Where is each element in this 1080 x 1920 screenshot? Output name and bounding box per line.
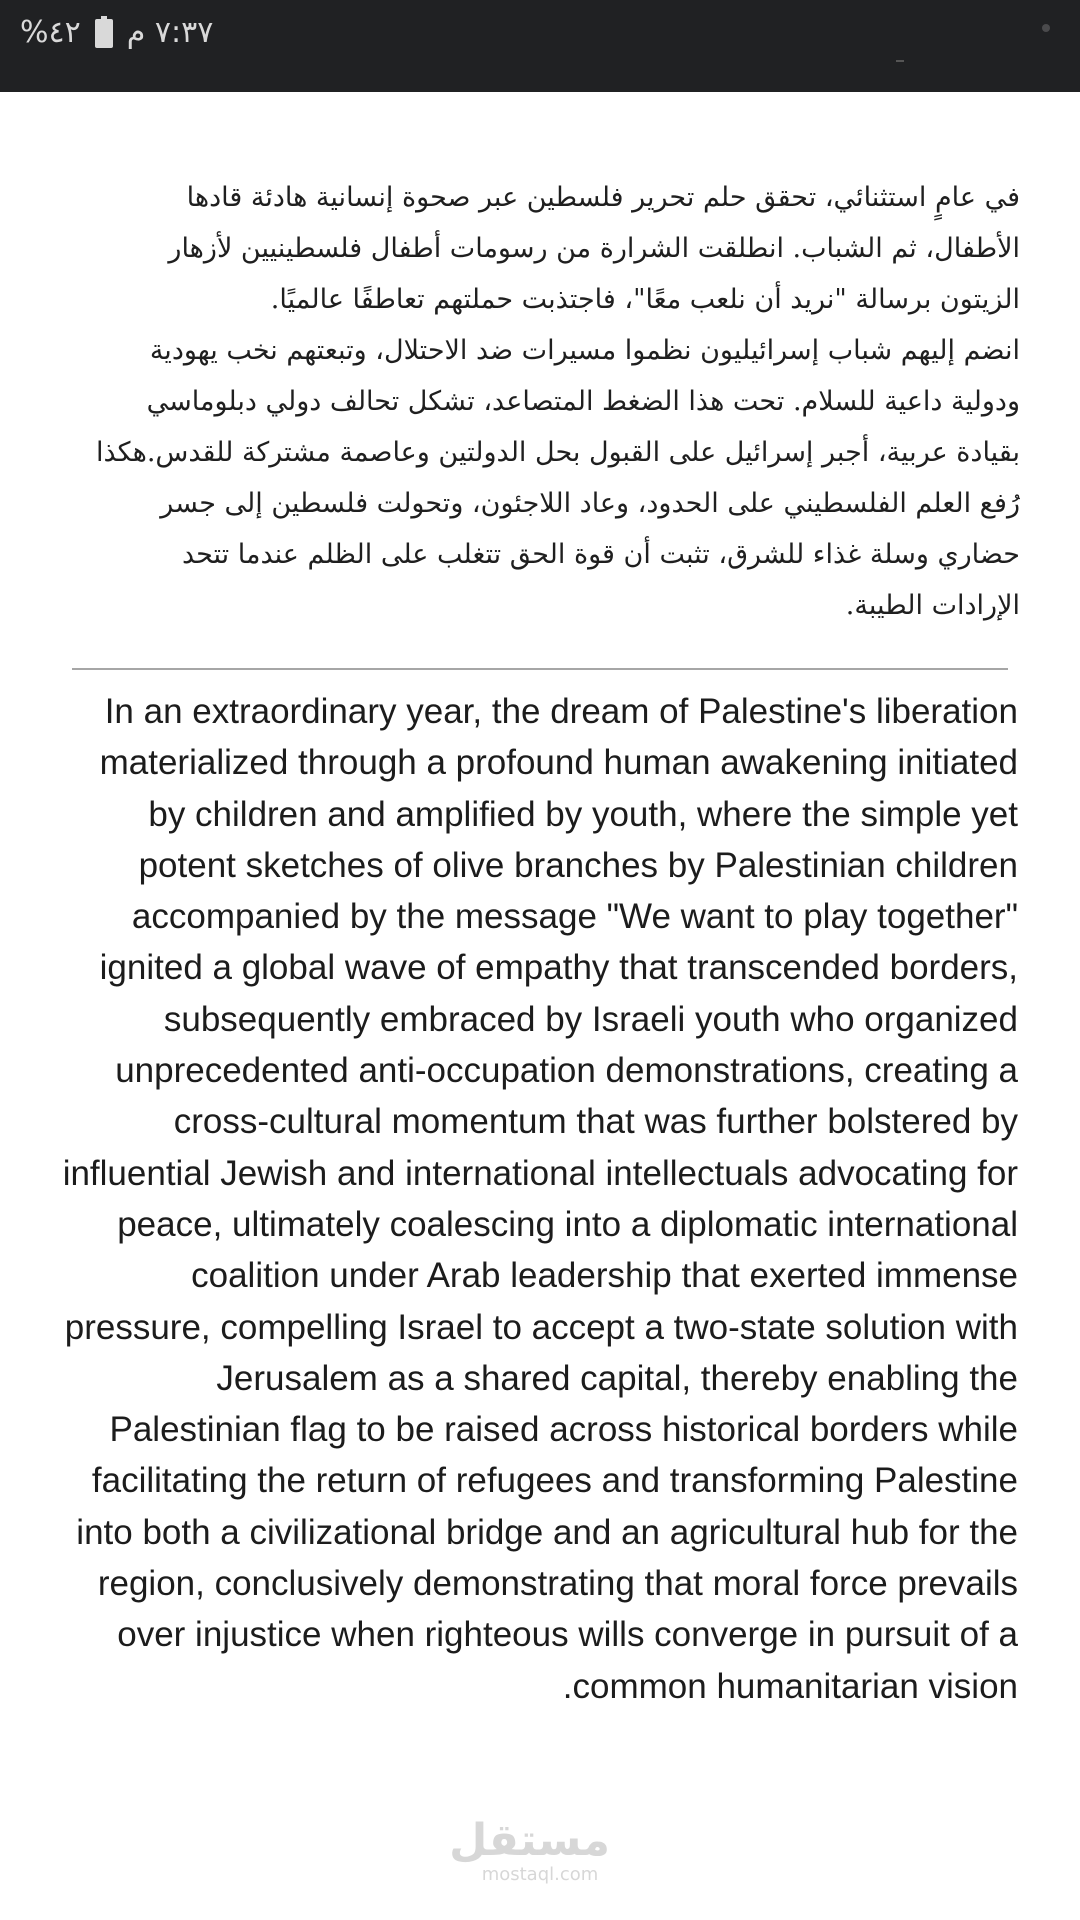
- english-article: In an extraordinary year, the dream of Palestine's liberation materialized through a profound human awakening initiated by children and amplified by youth, where the simple yet potent sketches of olive branches by Palestinian children accompanied by the message "We want to play together" ignited a global wave of empathy that transcended borders, subsequently embraced by Israeli youth who organized unprecedented anti-occupation demonstrations, creating a cross-cultural momentum that was further bolstered by influential Jewish and international intellectuals advocating for peace, ultimately coalescing into a diplomatic international coalition under Arab leadership that exerted immense pressure, compelling Israel to accept a two-state solution with Jerusalem as a shared capital, thereby enabling the Palestinian flag to be raised across historical borders while facilitating the return of refugees and transforming Palestine into both a civilizational bridge and an agricultural hub for the region, conclusively demonstrating that moral force prevails over injustice when righteous wills converge in pursuit of a common humanitarian vision.: [62, 692, 1018, 1706]
- mostaql-logo: مستقل: [449, 1815, 610, 1866]
- notification-dot-icon: [1042, 24, 1050, 32]
- arabic-article: [86, 172, 1020, 631]
- status-indicators: [20, 12, 213, 52]
- status-marker: [896, 60, 904, 62]
- status-time: ٧:٣٧ م: [126, 14, 214, 50]
- status-bar: [0, 0, 1080, 92]
- arabic-paragraph-2: انضم إليهم شباب إسرائيليون نظموا مسيرات ضد الاحتلال، وتبعتهم نخب يهودية ودولية داعية للسلام. تحت هذا الضغط المتصاعد، تشكل تحالف دولي دبلوماسي بقيادة عربية، أجبر إسرائيل على القبول بحل الدولتين وعاصمة مشتركة للقدس.هكذا رُفع العلم الفلسطيني على الحدود، وعاد اللاجئون، وتحولت فلسطين إلى جسر حضاري وسلة غذاء للشرق، تثبت أن قوة الحق تتغلب على الظلم عندما تتحد الإرادات الطيبة.: [96, 335, 1020, 621]
- battery-icon: [95, 16, 113, 48]
- section-divider: [72, 668, 1008, 670]
- battery-percent: %٤٢: [20, 14, 81, 50]
- arabic-paragraph-1: في عامٍ استثنائي، تحقق حلم تحرير فلسطين عبر صحوة إنسانية هادئة قادها الأطفال، ثم الشباب. انطلقت الشرارة من رسومات أطفال فلسطينيين لأزهار الزيتون برسالة "نريد أن نلعب معًا"، فاجتذبت حملتهم تعاطفًا عالميًا.: [168, 182, 1020, 315]
- mostaql-url: mostaql.com: [481, 1864, 599, 1885]
- mostaql-watermark: [449, 1815, 610, 1886]
